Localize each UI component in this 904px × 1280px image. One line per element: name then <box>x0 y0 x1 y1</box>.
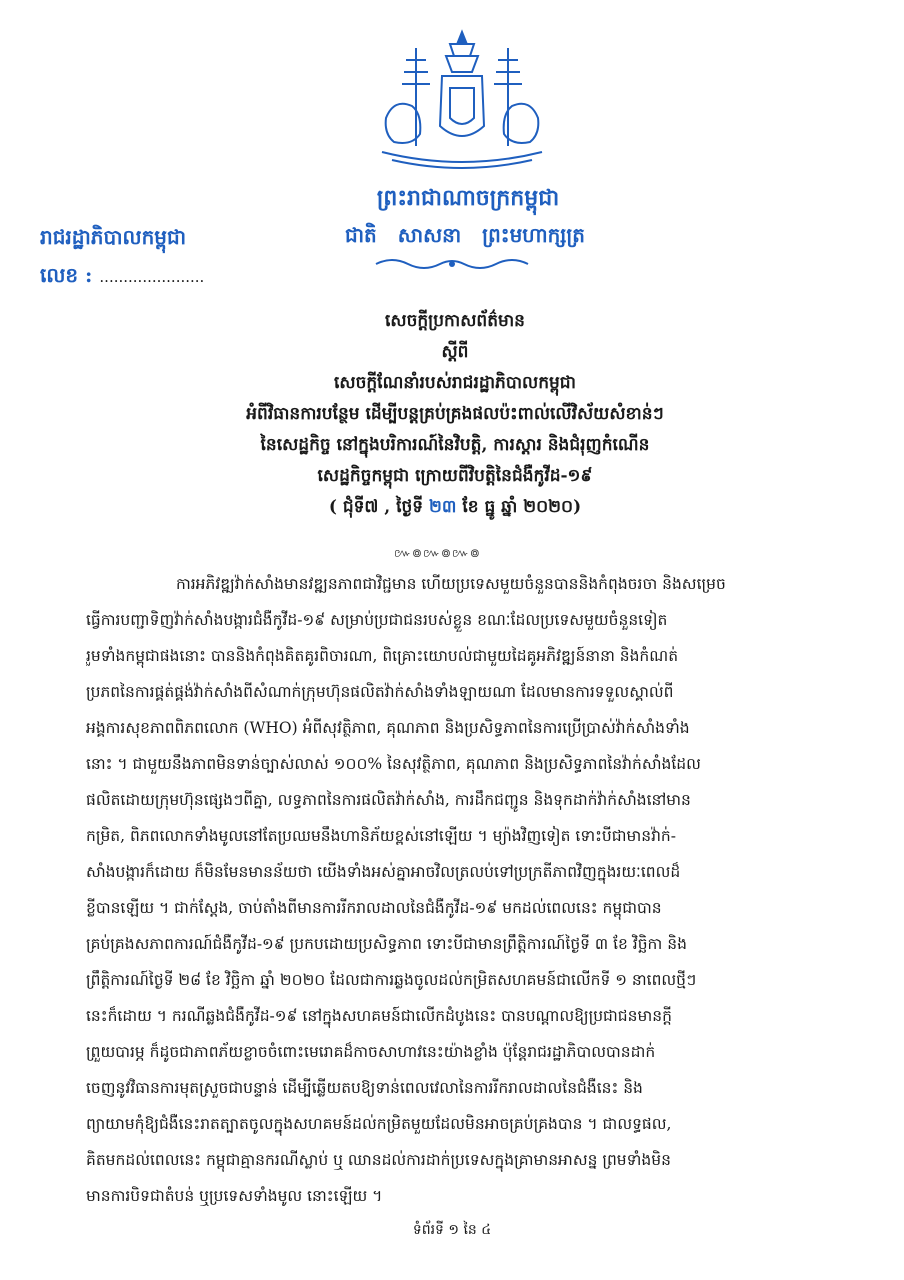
body-line: ព្រួយបារម្ភ ក៏ដូចជាភាពភ័យខ្លាចចំពោះមេរោគដ៏កាចសាហាវនេះយ៉ាងខ្លាំង ប៉ុន្តែរាជរដ្ឋាភិបាលបានដាក់ <box>86 1043 656 1061</box>
royal-coat-of-arms-icon <box>372 26 552 176</box>
title-covid: សេដ្ឋកិច្ចកម្ពុជា ក្រោយពីវិបត្តិនៃជំងឺកូវីដ-១៩ <box>317 466 593 486</box>
page-number: ទំព័រទី ១ នៃ ៤ <box>412 1222 492 1238</box>
body-line: ចេញនូវវិធានការមុតស្រួចជាបន្ទាន់ ដើម្បីឆ្លើយតបឱ្យទាន់ពេលវេលានៃការរីករាលដាលនៃជំងឺនេះ និង <box>86 1079 643 1097</box>
national-motto: ជាតិ សាសនា ព្រះមហាក្សត្រ <box>345 223 585 247</box>
ornament-divider-icon <box>372 254 532 274</box>
body-line: អង្គការសុខភាពពិភពលោក (WHO) អំពីសុវត្ថិភាព, គុណភាព និងប្រសិទ្ធភាពនៃការប្រើប្រាស់វ៉ាក់សាំងទាំង <box>86 719 690 737</box>
government-name: រាជរដ្ឋាភិបាលកម្ពុជា <box>40 225 186 249</box>
date-day: ២៣ <box>429 497 457 517</box>
body-line: កម្រិត, ពិភពលោកទាំងមូលនៅតែប្រឈមនឹងហានិភ័យខ្ពស់នៅឡើយ ។ ម្យ៉ាងវិញទៀត ទោះបីជាមានវ៉ាក់- <box>86 827 677 845</box>
title-guidance: សេចក្ដីណែនាំរបស់រាជរដ្ឋាភិបាលកម្ពុជា <box>334 373 576 393</box>
body-line: ប្រភពនៃការផ្គត់ផ្គង់វ៉ាក់សាំងពីសំណាក់ក្រុមហ៊ុនផលិតវ៉ាក់សាំងទាំងឡាយណា ដែលមានការទទួលស្គាល់ពី <box>86 683 674 701</box>
body-line: ព្រឹត្តិការណ៍ថ្ងៃទី ២៨ ខែ វិច្ឆិកា ឆ្នាំ ២០២០ ដែលជាការឆ្លងចូលដល់កម្រិតសហគមន៍ជាលើកទី ១ នាពេលថ្មីៗ <box>86 971 697 989</box>
kingdom-title: ព្រះរាជាណាចក្រកម្ពុជា <box>376 185 560 211</box>
body-line: នេះក៏ដោយ ។ ករណីឆ្លងជំងឺកូវីដ-១៩ នៅក្នុងសហគមន៍ជាលើកដំបូងនេះ បានបណ្ដាលឱ្យប្រជាជនមានក្ដី <box>86 1007 672 1025</box>
date-prefix: ( ជុំទី៧ , ថ្ងៃទី <box>328 497 424 517</box>
section-divider: ៚៙៚៙៚៙ <box>394 546 481 560</box>
body-line: នោះ ។ ជាមួយនឹងភាពមិនទាន់ច្បាស់លាស់ ១០០% នៃសុវត្ថិភាព, គុណភាព និងប្រសិទ្ធភាពនៃវ៉ាក់សាំងដែល <box>86 755 701 773</box>
body-line: មានការបិទជាតំបន់ ឬប្រទេសទាំងមូល នោះឡើយ ។ <box>86 1187 383 1205</box>
body-line: ព្យាយាមកុំឱ្យជំងឺនេះរាតត្បាតចូលក្នុងសហគមន៍ដល់កម្រិតមួយដែលមិនអាចគ្រប់គ្រងបាន ។ ជាលទ្ធផល, <box>86 1115 672 1133</box>
title-date <box>150 492 760 523</box>
body-line: គិតមកដល់ពេលនេះ កម្ពុជាគ្មានករណីស្លាប់ ឬ ឈានដល់ការដាក់ប្រទេសក្នុងគ្រាមានអាសន្ន ព្រមទាំងមិន <box>86 1151 671 1169</box>
body-line: ការអភិវឌ្ឍវ៉ាក់សាំងមានវឌ្ឍនភាពជាវិជ្ជមាន ហើយប្រទេសមួយចំនួនបាននិងកំពុងចរចា និងសម្រេច <box>176 575 726 593</box>
body-line: គ្រប់គ្រងសភាពការណ៍ជំងឺកូវីដ-១៩ ប្រកបដោយប្រសិទ្ធភាព ទោះបីជាមានព្រឹត្តិការណ៍ថ្ងៃទី ៣ ខែ វិច្ឆិកា និង <box>86 935 687 953</box>
date-suffix: ខែ ធ្នូ ឆ្នាំ ២០២០) <box>462 497 582 517</box>
title-economy: នៃសេដ្ឋកិច្ច នៅក្នុងបរិការណ៍នៃវិបត្តិ, ការស្ដារ និងជំរុញកំណើន <box>260 435 650 455</box>
title-announcement: សេចក្ដីប្រកាសព័ត៌មាន <box>385 311 525 331</box>
title-regarding: ស្ដីពី <box>441 342 469 362</box>
body-line: ខ្លីបានឡើយ ។ ជាក់ស្ដែង, ចាប់តាំងពីមានការរីករាលដាលនៃជំងឺកូវីដ-១៩ មកដល់ពេលនេះ កម្ពុជាបាន <box>86 899 662 917</box>
reference-dots: ...................... <box>99 268 205 286</box>
document-titles <box>150 306 760 523</box>
body-line: ធ្វើការបញ្ជាទិញវ៉ាក់សាំងបង្ការជំងឺកូវីដ-១៩ សម្រាប់ប្រជាជនរបស់ខ្លួន ខណៈដែលប្រទេសមួយចំនួនទៀត <box>86 611 668 629</box>
body-line: សាំងបង្ការក៏ដោយ ក៏មិនមែនមានន័យថា យើងទាំងអស់គ្នាអាចវិលត្រលប់ទៅប្រក្រតីភាពវិញក្នុងរយៈពេលដ៏ <box>86 863 681 881</box>
reference-number <box>40 262 204 292</box>
reference-label: លេខ : <box>40 263 93 287</box>
body-paragraph <box>86 566 850 1214</box>
body-line: ផលិតដោយក្រុមហ៊ុនផ្សេងៗពីគ្នា, លទ្ធភាពនៃការផលិតវ៉ាក់សាំង, ការដឹកជញ្ជូន និងទុកដាក់វ៉ាក់សាំងនៅមាន <box>86 791 691 809</box>
title-measures: អំពីវិធានការបន្ថែម ដើម្បីបន្តគ្រប់គ្រងផលប៉ះពាល់លើវិស័យសំខាន់ៗ <box>246 404 664 424</box>
body-line: រួមទាំងកម្ពុជាផងនោះ បាននិងកំពុងគិតគូរពិចារណា, ពិគ្រោះយោបល់ជាមួយដៃគូអភិវឌ្ឍន៍នានា និងកំណត់ <box>86 647 679 665</box>
